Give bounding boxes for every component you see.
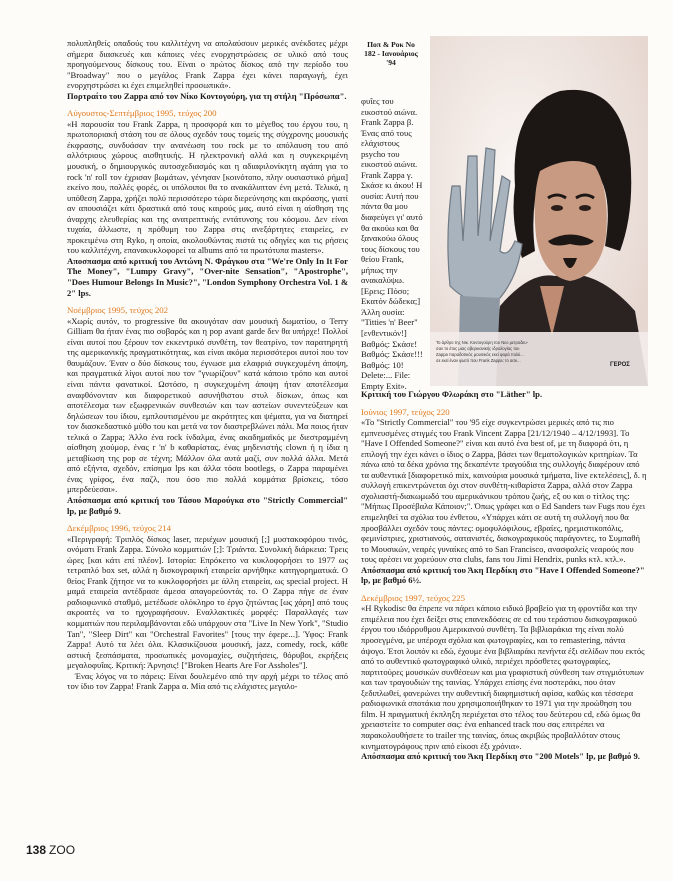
body-paragraph: «Η παρουσία του Frank Zappa, η προσφορά και το μέγεθος του έργου του, η πρωτοποριακή στάση του σε όλους σχεδόν τους τομείς της σύγχρονης μουσικής έκφρασης, συνδυάσαν την ανανέωση του rock με το απόλαυση του από αλλότριους χώρους αισθητικής. Η ηλεκτρονική αλλά και η συγκεκριμένη μουσική, ο δημιουργικός αυτοσχεδιασμός και η αδιαφιλονίκητη αγάπη για το rock 'n' roll τον έχρισαν βωμάτων, γένησαν [κοινότοπο, πλην ουσιαστικό ρήμα] εκείνο που, πολλές φορές, οι υπόλοιποι θα το ανακάλυπταν ένη μετά. Τελικά, η υπόθεση Zappa, χρήζει πολύ περισσότερο τώρα διερεύνησης και ακρόασης, γιατί αν απουσιάζει κάτι δραστικά από τους καιρούς μας, αυτό είναι η αίσθηση της άναρχης ελευθερίας και της ανατρεπτικής εντάτυνσης του κόσμου. Δεν είναι τυχαία, άλλωστε, η πρόθυμη του Zappa στις ανεξάρτητες εταιρείες, εν προκειμένω στη Ryko, η οποία, ακολουθώντας πιστά τις οδηγίες και τις ρήσεις του καλλιτέχνη, επανακυκλοφορεί τα albums από τα πρωτότυπα masters». (67, 118, 348, 256)
magazine-name: ZOO (49, 843, 76, 857)
portrait-photo (430, 36, 648, 386)
review-credit: Αποσπασμα από κριτική του Αντώνη Ν. Φράγκου στα "We're Only In It For The Money", "Lumpy Gravy", "Over-nite Sensation", "Apostrophe", "Does Humour Belongs In Music?", "London Symphony Orchestra Vol. 1 & 2" lps. (67, 255, 348, 298)
right-column (361, 389, 647, 762)
review-credit: Απόσπασμα από κριτική του Τάσου Μαρούγκα στο "Strictly Commercial" lp, με βαθμό 9. (67, 494, 348, 516)
page-number: 138 (26, 843, 47, 857)
body-paragraph: «Η Rykodisc θα έπρεπε να πάρει κάποιο ειδικό βραβείο για τη φροντίδα και την επιμέλεια που έχει δείξει στις επανεκδόσεις σε cd του τεράστιου δισκογραφικού έργου του ιδιόρρυθμου Αμερικανού συνθέτη. Τα βιβλιαράκια της είναι πολύ προσεγμένα, με υπέροχα σχόλια και φωτογραφίες, και το remastering, πάντα άψογο. Έτσι λοιπόν κι εδώ, έχουμε ένα βιβλιαράκι πενήντα έξι σελίδων που εκτός από το αυθεντικό φωτογραφικό υλικό, περιέχει πρόσθετες φωτογραφίες, παρτιτούρες μουσικών συνθέσεων και μια γραφιστική σύνθεση των στιγμιότυπων και των τραγουδιών της ταινίας. Υπάρχει επίσης ένα ποστεράκι, που όταν ξεδιπλωθεί, φανερώνει την αυθεντική διαφημιστική αφίσα, καθώς και τέσσερα ραδιοφωνικά σποτάκια που χρησιμοποιήθηκαν το 1971 για την προώθηση του film. Η πραγματική έκπληξη περιέχεται στο τέλος του δεύτερου cd, εδώ όμως θα χρειαστείτε το computer σας: ένα enhanced track που σας επιτρέπει να παρακολουθήσετε το trailer της ταινίας, όπως ακριβώς προβαλλόταν στους κινηματογράφους πριν από είκοσι έξι χρόνια». (361, 603, 645, 751)
photo-source-caption: Ποπ & Ροκ Νο 182 - Ιανουάριος '94 (364, 40, 418, 67)
body-paragraph: Ένας λόγος να το πάρεις: Είναι δουλεμένο από την αρχή μέχρι το τέλος από τον ίδιο τον Zappa! Frank Zappa α. Μία από τις ελάχιστες μεγαλο- (67, 670, 348, 692)
review-credit: Πορτραίτο του Zappa από τον Νίκο Κοντογούρη, για τη στήλη "Πρόσωπα". (67, 90, 347, 101)
page-footer (26, 843, 75, 857)
photo-caption-line-1: Το άρθρο της Νικ. Κοντογούρη του Νεο μετροδευ- (436, 340, 529, 345)
review-credit: Κριτική του Γιώργου Φλωράκη στο "Läther" lp. (361, 389, 543, 399)
narrow-column (361, 96, 425, 391)
section-heading: Δεκέμβριος 1997, τεύχος 225 (361, 592, 466, 603)
photo-caption-line-2: σαν το έτος μιας αβερικανικής ιδρολογίας του (436, 346, 520, 351)
section-heading: Δεκέμβριος 1996, τεύχος 214 (67, 523, 172, 534)
review-credit: Απόσπασμα από κριτική του Άκη Περδίκη στο "Have I Offended Someone?" lp, με βαθμό 6½. (361, 564, 645, 586)
section-heading: Ιούνιος 1997, τεύχος 220 (361, 406, 450, 417)
narrow-column-text: φυΐες του εικοστού αιώνα. Frank Zappa β. Ένας από τους ελάχιστους psycho του εικοστού αιώνα. Frank Zappa γ. Σκάσε κι άκου! Η ουσία: Αυτή που πάντα θα μου διαφεύγει γι' αυτό θα ακούω και θα ξανακούω όλους τους δίσκους του θείου Frank, μήπως την ανακαλύψω. [Ερεις; Πόσο; Εκατόν δώδεκα;] Άλλη ουσία: "Titties 'n' Beer" [ενθεντικόν!] Βαθμός: Σκάσε! Βαθμός: Σκάσε!!! Βαθμός: 10! Delete:... File: Empty Exit». (361, 96, 423, 391)
review-credit: Απόσπασμα από κριτική του Άκη Περδίκη στο "200 Motels" lp, με βαθμό 9. (361, 751, 640, 762)
section-heading: Αύγουστος-Σεπτέμβριος 1995, τεύχος 200 (67, 108, 217, 119)
section-heading: Νοέμβριος 1995, τεύχος 202 (67, 305, 169, 316)
body-paragraph: «Το "Strictly Commercial" του '95 είχε συγκεντρώσει μερικές από τις πιο εμπνευσμένες στιγμές του Frank Vincent Zappa [21/12/1940 – 4/12/1993]. Το "Have I Offended Someone?" είναι και αυτό ένα best of, με τη διαφορά ότι, η επιλογή την έχει κάνει ο ίδιος ο Zappa, βάσει των θεματολογικών κριτηρίων. Τα πάνω από τα δέκα χρόνια της δεκαπέντε τραγούδια της συλλογής διαφέρουν από τα αυθεντικά [διαφορετικό mix, καινούρια μουσικά τμήματα, live εκτελέσεις], δ. η συλλογή επικεντρώνεται όχι στον συνθέτη-κιθαρίστα Zappa, αλλά στον Zappa σχολιαστή-διακωμωδό του αμερικάνικου τρόπου ζωής, εξ ου και ο τίτλος της: "Μήπως Προσέβαλα Κάποιον;". Όπως γράφει και ο Ed Sanders των Fugs που έχει επιμεληθεί τα σχόλια του ένθετου, «Υπάρχει κάτι σε αυτή τη συλλογή που θα προσβάλλει σχεδόν τους πάντες: ομοφυλόφιλους, εβραίες, ηρεμιστικοπόλις, φεμινίστριες, χριστιανούς, σατανιστές, δισκογραφικούς παράγοντες, το Συμπαθή το Μουσικών, νεαρές γυναίκες από το San Francisco, ανασφαλείς νεαρούς που τους αρέσει να χορεύουν στα clubs, fans του Jimi Hendrix, punks κτλ. κτλ.». (361, 417, 647, 565)
body-paragraph: πολυπληθείς οπαδούς του καλλιτέχνη να απολαύσουν μερικές ανέκδοτες μέχρι σήμερα διασκευές και κάποιες νέες ενορχηστρώσεις σε υλικό από τους προηγούμενους δίσκους του. Είναι ο πρώτος δίσκος από την περίοδο του "Broadway" που ο μεγάλος Frank Zappa έχει κάνει παραγωγή, έχει ενορχηστρώσει κι έχει επιμεληθεί προσωπικά». (67, 38, 348, 91)
photo-caption-line-3: Zappa παραδοτικός μουσικός εκεί φορά πολύ... (436, 352, 524, 357)
photo-signature: ΓΕΡΟΣ (610, 362, 630, 368)
body-paragraph: «Περιγραφή: Τριπλός δίσκος laser, περιέχων μουσική [;] μυστακοφόρου τινός, ονόματι Frank Zappa. Σύνολο κομματιών [;]: Τριάντα. Συνολική διάρκεια: Τρεις ώρες [και κάτι επί πλέον]. Ιστορία: Επρόκειτο να κυκλοφορήσει το 1977 ως τετραπλό box set, αλλά η δισκογραφική εταιρεία αρνήθηκε κατηγορηματικά. Ο θείος Frank ζήτησε να το κυκλοφορήσει με άλλη εταιρεία, ως special project. Η μαμά εταιρεία αντέδρασε άμεσα απαγορεύοντάς το. Ο Zappa πήγε σε έναν ραδιοφωνικό σταθμό, μετέδωσε ολόκληρο το έργο ζητώντας [ως χάρη] από τους ακροατές να το ηχογραφήσουν. Εναλλακτικές μορφές: Παραλλαγές των κομματιών που περιλαμβάνονται εδώ υπάρχουν στα "Live In New York", "Studio Tan", "Sleep Dirt" και "Orchestral Favorites" [τους την έφερε...]. Ύφος: Frank Zappa! Αυτό τα λέει όλα. Κλασικίζουσα μουσική, jazz, comedy, rock, κάθε αστική ξεσπάσματα, προσωπικές μονομαχίες, συζητήσεις, θόρυβοι, εκρήξεις μεγαλοφυΐας. Κριτική: Άρνησις! ["Broken Hearts Are For Assholes"]. (67, 533, 348, 671)
left-column (67, 38, 348, 692)
body-paragraph: «Χωρίς αυτόν, το progressive θα ακουγόταν σαν μουσική δωματίου, ο Terry Gilliam θα ήταν ένας πιο σοβαρός και η pop avant garde δεν θα υπήρχε! Πολλοί είναι αυτοί που ξέρουν τον εκκεντρικό συνθέτη, τον θεατρίνο, τον παρατηρητή της αμερικανικής πραγματικότητας, και είναι ακόμα περισσότεροι αυτοί που τον θαυμάζουν. Έναν ο δύο δίσκους του, έγνωσε μια ελαφριά συγκεχυμένη άποψη, και πραγματικά λίγοι αυτοί που τον "γνωρίζουν" κατά κάποιο τρόπο και αυτοί είναι πάντα φανατικοί. Ωστόσο, η συγκεχυμένη άποψη ήταν αποτέλεσμα αναφθόνονταν και διαφορετικού ασυνήθιστου στυλ δίσκων, όπως και αποτέλεσμα των εξωφρενικών συνθεσιών και των αστείων συνεντεύξεων και δηλώσεων του ίδιου, εμπλουτισμένου με ακρότητες και ψέματα, για να διατηρεί τον διασκεδαστικό μύθο του και μετά να τον διαστρεβλώνει πάλι. Μα ποιος ήταν τελικά ο Zappa; Άλλο ένα rock ίνδαλμα, ένας ακαδημαϊκός με διεστραμμένη αίσθηση χιούμορ, ένας r 'n' b καθαρίστας, ένας μηδενιστής clown ή η ίδια η μεταβίωση της pop σε τέχνη; Μάλλον όλα αυτά μαζί, συν πολλά άλλα. Μετά από εξήντα, σχεδόν, επίσημα lps και άλλα τόσα bootlegs, ο Zappa παραμένει ένας γρίφος, ένα παζλ, που όσο πιο πολλά κομμάτια βρίσκεις, τόσο μπερδεύεσαι». (67, 315, 348, 495)
frank-zappa-portrait-icon (430, 36, 648, 386)
photo-caption-line-4: σε εκεί έναν φωτό που Frank Zappa: το ασκ... (436, 358, 521, 363)
